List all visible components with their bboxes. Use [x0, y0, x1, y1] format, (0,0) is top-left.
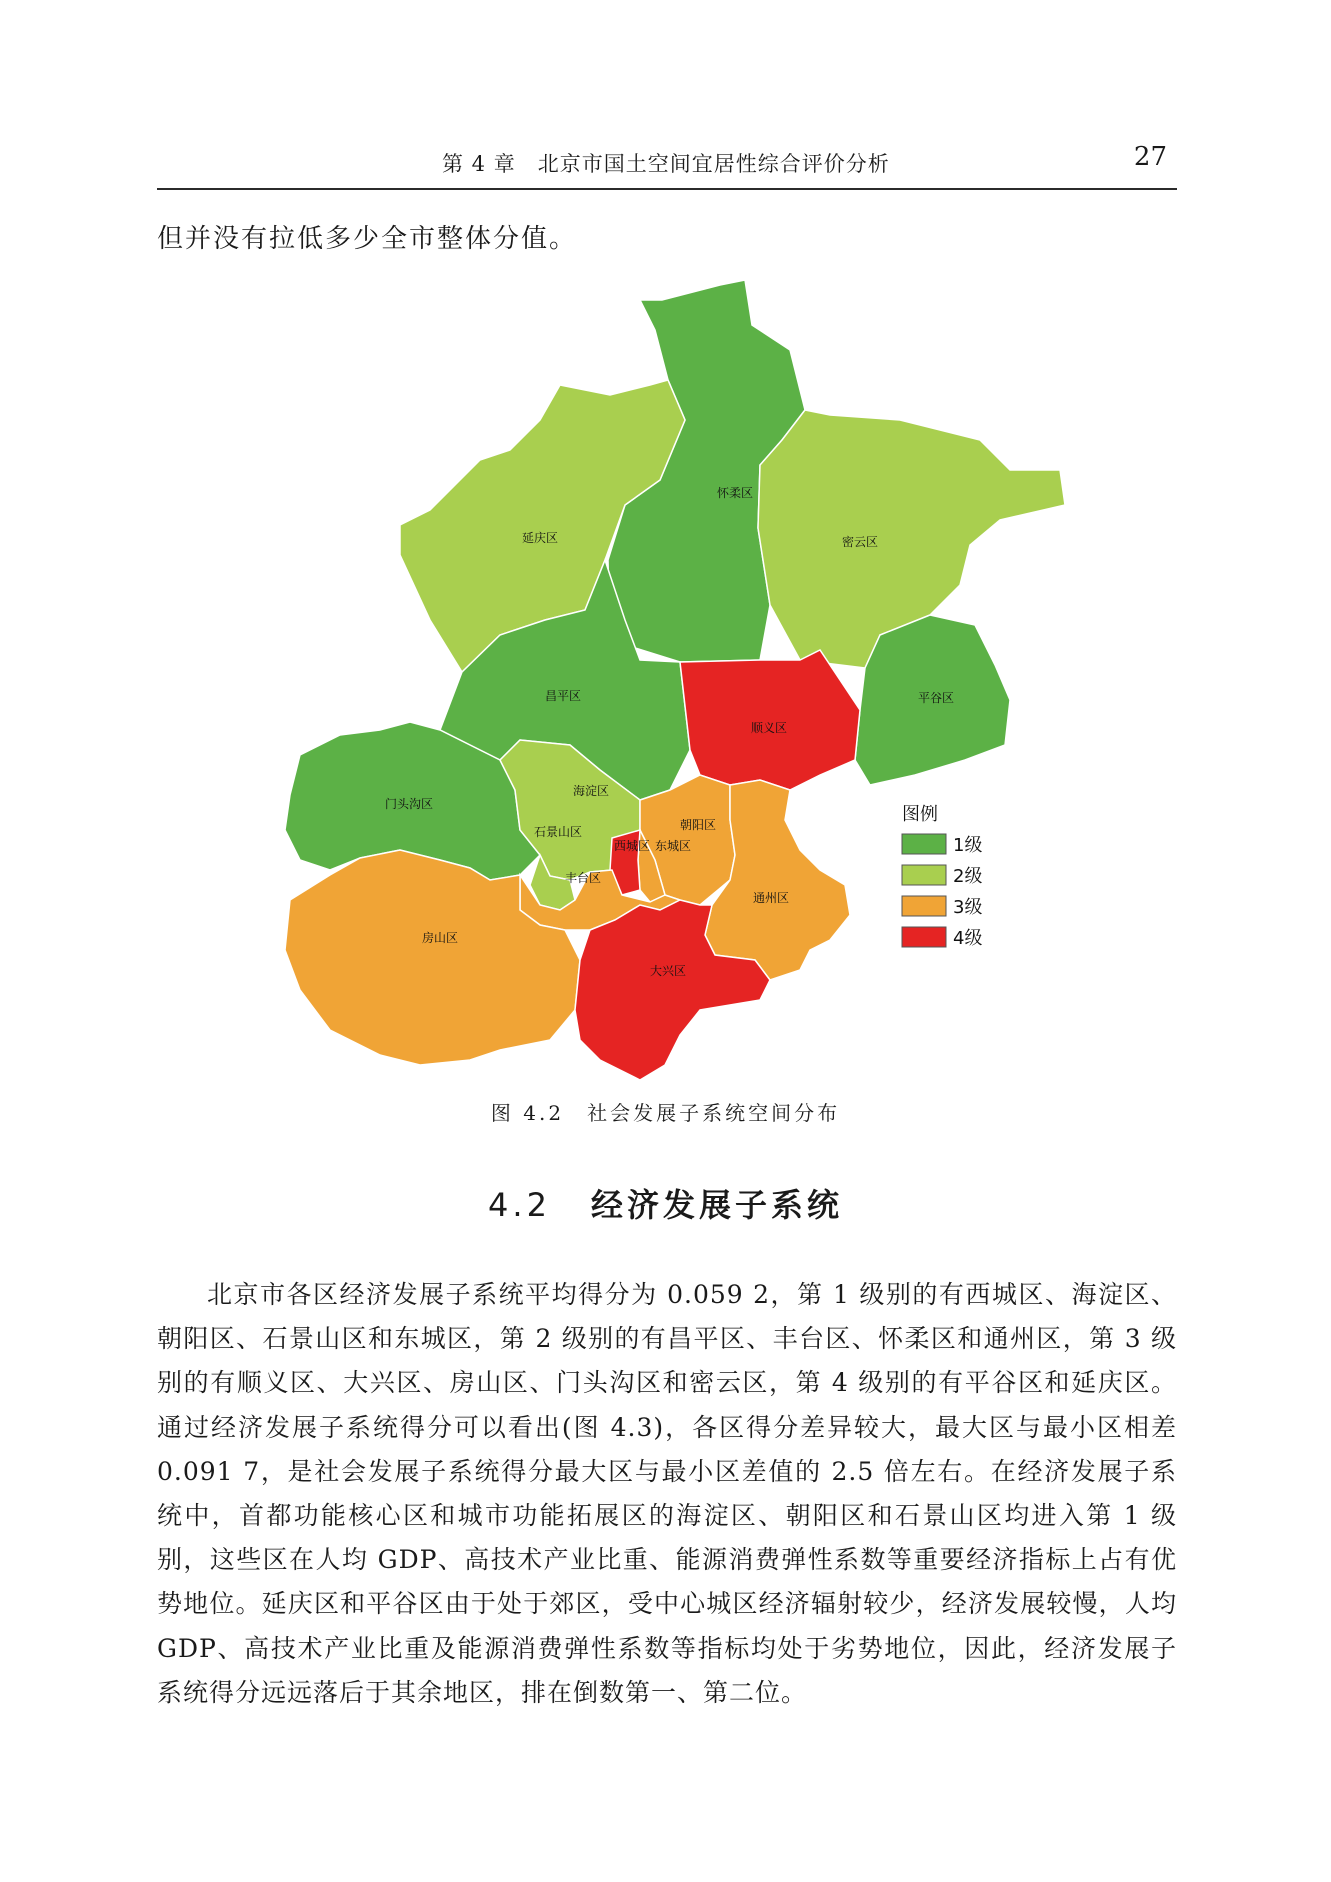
- district-shunyi: [680, 650, 860, 790]
- legend-swatch-1: [902, 834, 946, 854]
- label-chaoyang: 朝阳区: [679, 818, 717, 832]
- section-title-text: 经济发展子系统: [590, 1186, 843, 1224]
- legend-label-4: 4级: [953, 928, 983, 949]
- legend-label-1: 1级: [953, 835, 983, 856]
- label-pinggu: 平谷区: [917, 691, 955, 705]
- section-heading: [0, 1180, 1331, 1226]
- legend-swatch-4: [902, 927, 946, 947]
- page-number: 27: [1133, 142, 1167, 172]
- label-tongzhou: 通州区: [752, 891, 790, 905]
- legend-label-2: 2级: [953, 866, 983, 887]
- label-shunyi: 顺义区: [750, 721, 788, 735]
- map-legend: [902, 804, 982, 949]
- figure-caption: 图 4.2 社会发展子系统空间分布: [490, 1101, 841, 1125]
- body-paragraph: 北京市各区经济发展子系统平均得分为 0.059 2，第 1 级别的有西城区、海淀区、朝阳区、石景山区和东城区，第 2 级别的有昌平区、丰台区、怀柔区和通州区，第 3 级别的有顺义区、大兴区、房山区、门头沟区和密云区，第 4 级别的有平谷区和延庆区。通过经济发展子系统得分可以看出(图 4.3)，各区得分差异较大，最大区与最小区相差 0.091 7，是社会发展子系统得分最大区与最小区差值的 2.5 倍左右。在经济发展子系统中，首都功能核心区和城市功能拓展区的海淀区、朝阳区和石景山区均进入第 1 级别，这些区在人均 GDP、高技术产业比重、能源消费弹性系数等重要经济指标上占有优势地位。延庆区和平谷区由于处于郊区，受中心城区经济辐射较少，经济发展较慢，人均 GDP、高技术产业比重及能源消费弹性系数等指标均处于劣势地位，因此，经济发展子系统得分远远落后于其余地区，排在倒数第一、第二位。: [157, 1280, 1177, 1707]
- legend-swatch-3: [902, 896, 946, 916]
- body-text: [157, 1273, 1177, 1715]
- label-mentougou: 门头沟区: [384, 797, 434, 811]
- label-changping: 昌平区: [544, 689, 582, 703]
- label-shijingshan: 石景山区: [533, 825, 583, 839]
- label-yanqing: 延庆区: [521, 531, 559, 545]
- label-xicheng: 西城区: [613, 839, 651, 853]
- label-miyun: 密云区: [841, 535, 879, 549]
- legend-swatch-2: [902, 865, 946, 885]
- chapter-title: 第 4 章 北京市国土空间宜居性综合评价分析: [442, 152, 890, 176]
- label-fengtai: 丰台区: [564, 871, 602, 885]
- legend-title: 图例: [902, 804, 938, 825]
- label-dongcheng: 东城区: [654, 839, 692, 853]
- label-fangshan: 房山区: [421, 931, 459, 945]
- section-number: 4.2: [488, 1186, 551, 1224]
- label-huairou: 怀柔区: [716, 486, 754, 500]
- label-haidian: 海淀区: [572, 784, 610, 798]
- lead-text: 但并没有拉低多少全市整体分值。: [157, 224, 578, 254]
- legend-label-3: 3级: [953, 897, 983, 918]
- label-daxing: 大兴区: [649, 964, 687, 978]
